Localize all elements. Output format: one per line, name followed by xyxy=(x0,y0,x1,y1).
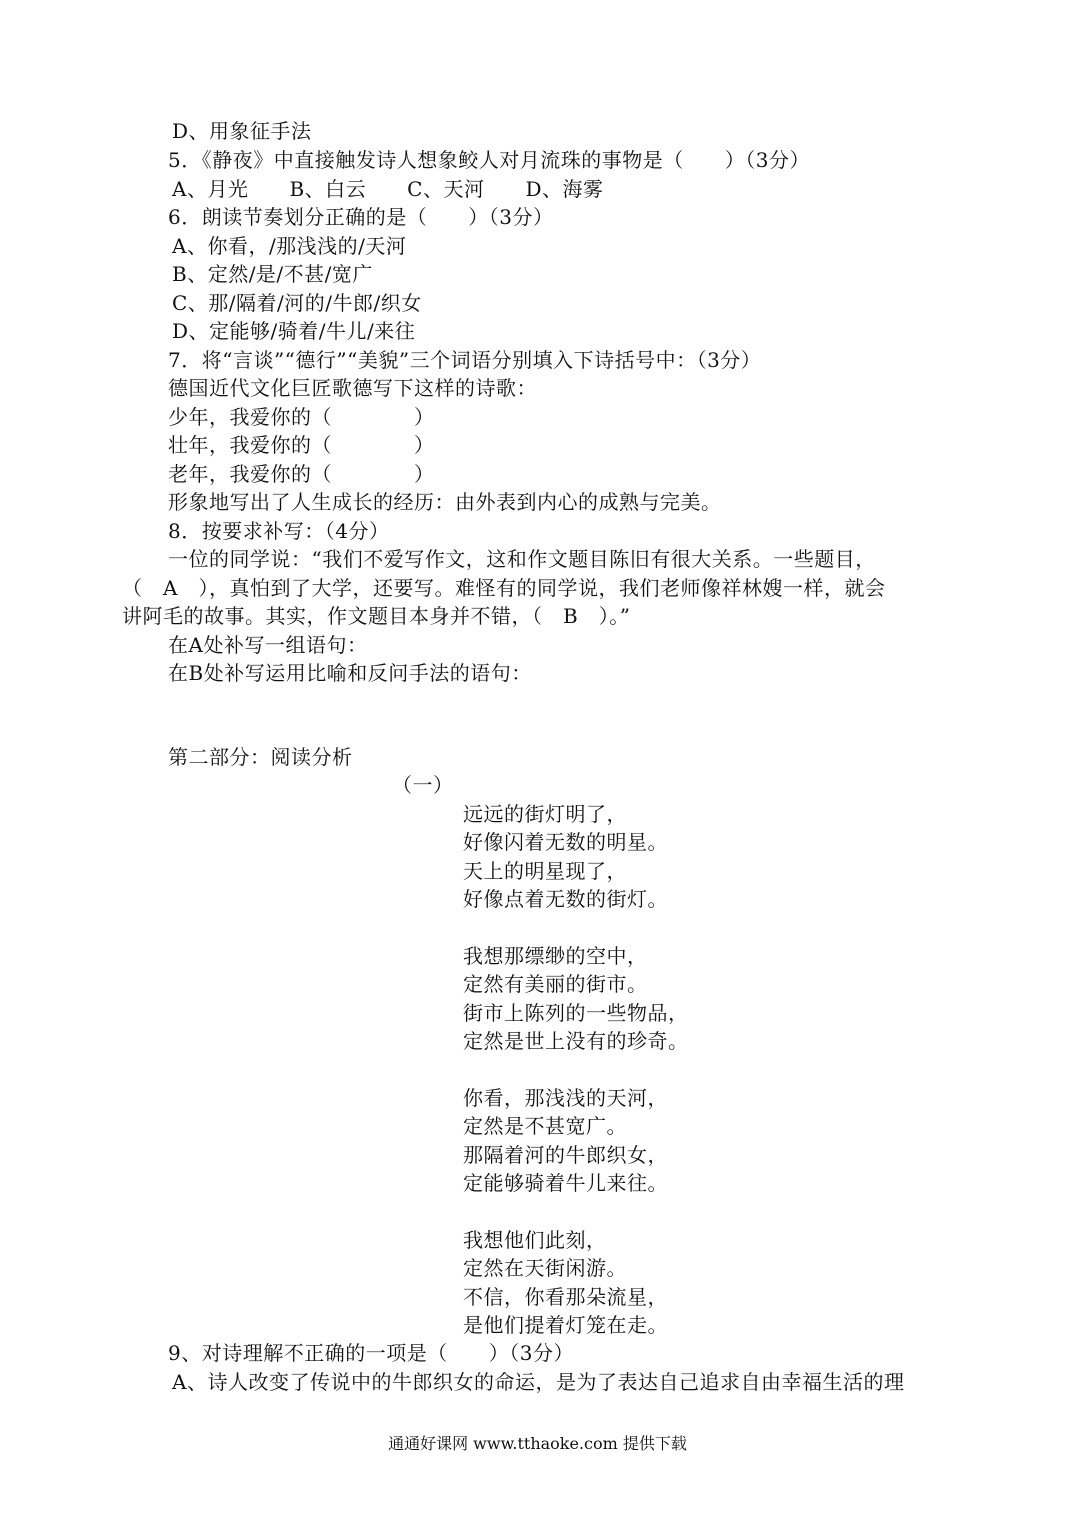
q8-task-a: 在A处补写一组语句： xyxy=(168,633,368,657)
q6-option-a: A、你看，/那浅浅的/天河 xyxy=(172,234,407,258)
q8-task-b: 在B处补写运用比喻和反问手法的语句： xyxy=(168,661,532,685)
q8-paragraph-line-3: 讲阿毛的故事。其实，作文题目本身并不错，（ B ）。” xyxy=(122,604,631,628)
q6-stem: 6．朗读节奏划分正确的是（ ）（3分） xyxy=(168,205,554,229)
poem-stanza-3-line-2: 定然是不甚宽广。 xyxy=(463,1114,627,1138)
q7-outro: 形象地写出了人生成长的经历：由外表到内心的成熟与完美。 xyxy=(168,490,722,514)
poem-stanza-2-line-4: 定然是世上没有的珍奇。 xyxy=(463,1029,689,1053)
q7-poem-line-3: 老年，我爱你的（ ） xyxy=(168,462,435,486)
q8-paragraph-line-1: 一位的同学说：“我们不爱写作文，这和作文题目陈旧有很大关系。一些题目， xyxy=(168,547,876,571)
q9-stem: 9、对诗理解不正确的一项是（ ）（3分） xyxy=(168,1341,574,1365)
poem-stanza-3-line-1: 你看，那浅浅的天河， xyxy=(463,1086,668,1110)
poem-stanza-4-line-2: 定然在天街闲游。 xyxy=(463,1256,627,1280)
poem-stanza-1-line-3: 天上的明星现了， xyxy=(463,859,627,883)
poem-stanza-1-line-2: 好像闪着无数的明星。 xyxy=(463,830,668,854)
q6-option-c: C、那/隔着/河的/牛郎/织女 xyxy=(172,291,422,315)
q7-intro: 德国近代文化巨匠歌德写下这样的诗歌： xyxy=(168,376,537,400)
reading-section-label: （一） xyxy=(392,773,454,797)
poem-stanza-4-line-1: 我想他们此刻， xyxy=(463,1228,607,1252)
q7-stem: 7．将“言谈”“德行”“美貌”三个词语分别填入下诗括号中：（3分） xyxy=(168,348,762,372)
poem-stanza-2-line-3: 街市上陈列的一些物品， xyxy=(463,1001,689,1025)
part2-title: 第二部分：阅读分析 xyxy=(168,745,353,769)
poem-stanza-4-line-3: 不信，你看那朵流星， xyxy=(463,1285,668,1309)
poem-stanza-3-line-3: 那隔着河的牛郎织女， xyxy=(463,1143,668,1167)
q8-paragraph-line-2: （ A ），真怕到了大学，还要写。难怪有的同学说，我们老师像祥林嫂一样，就会 xyxy=(122,576,886,600)
q9-option-a: A、诗人改变了传说中的牛郎织女的命运，是为了表达自己追求自由幸福生活的理 xyxy=(172,1370,905,1394)
q6-option-b: B、定然/是/不甚/宽广 xyxy=(172,262,373,286)
poem-stanza-2-line-2: 定然有美丽的街市。 xyxy=(463,972,648,996)
poem-stanza-1-line-1: 远远的街灯明了， xyxy=(463,802,627,826)
poem-stanza-3-line-4: 定能够骑着牛儿来往。 xyxy=(463,1171,668,1195)
poem-stanza-4-line-4: 是他们提着灯笼在走。 xyxy=(463,1313,668,1337)
page-footer: 通通好课网 www.tthaoke.com 提供下载 xyxy=(388,1434,687,1453)
q7-poem-line-1: 少年，我爱你的（ ） xyxy=(168,405,435,429)
q5-stem: 5．《静夜》中直接触发诗人想象鲛人对月流珠的事物是（ ）（3分） xyxy=(168,148,810,172)
q5-options: A、月光 B、白云 C、天河 D、海雾 xyxy=(172,177,604,201)
poem-stanza-1-line-4: 好像点着无数的街灯。 xyxy=(463,887,668,911)
q6-option-d: D、定能够/骑着/牛儿/来往 xyxy=(172,319,416,343)
q4-option-d: D、用象征手法 xyxy=(172,119,312,143)
q7-poem-line-2: 壮年，我爱你的（ ） xyxy=(168,433,435,457)
q8-stem: 8．按要求补写：（4分） xyxy=(168,519,390,543)
poem-stanza-2-line-1: 我想那缥缈的空中， xyxy=(463,944,648,968)
